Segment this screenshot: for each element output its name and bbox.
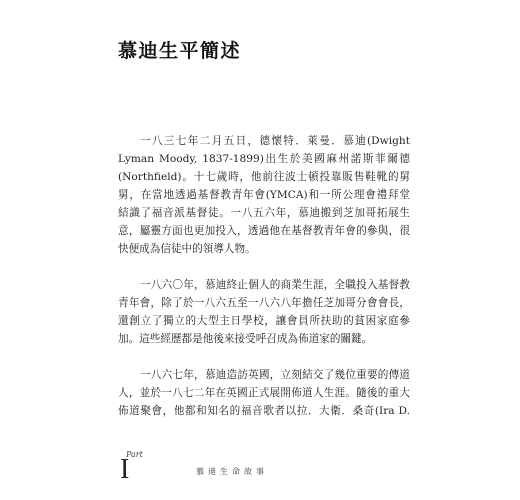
text-line: 加。這些經歷都是他後來接受呼召成為佈道家的關鍵。: [118, 333, 373, 345]
text-line: Lyman Moody, 1837-1899)出生於美國麻州諾斯菲爾德: [118, 153, 410, 165]
text-line: 青年會，除了於一八六五至一八六八年擔任芝加哥分會會長，: [118, 297, 410, 309]
text-line: 一八三七年二月五日，德懷特．萊曼．慕迪(Dwight: [140, 135, 410, 147]
text-line: 結識了福音派基督徒。一八五六年，慕迪搬到芝加哥拓展生: [118, 207, 410, 219]
text-line: 還創立了獨立的大型主日學校，讓會員所扶助的貧困家庭參: [118, 315, 410, 327]
paragraph-1: [118, 132, 410, 258]
part-number: I: [120, 454, 130, 485]
paragraph-3: [118, 366, 410, 420]
text-line: 佈道聚會，他都和知名的福音歌者以拉．大衛．桑奇(Ira D.: [118, 405, 410, 417]
text-line: 一八六七年，慕迪造訪英國，立刻結交了幾位重要的傳道: [140, 369, 410, 381]
text-line: 舅，在當地透過基督教青年會(YMCA)和一所公理會禮拜堂: [118, 189, 410, 201]
body-text: [118, 132, 410, 438]
page-title: 慕迪生平簡述: [118, 40, 242, 62]
text-line: (Northfield)。十七歲時，他前往波士頓投靠販售鞋靴的舅: [118, 171, 410, 183]
paragraph-2: [118, 276, 410, 348]
text-line: 一八六〇年，慕迪終止個人的商業生涯，全職投入基督教: [140, 279, 410, 291]
text-line: 快便成為信徒中的領導人物。: [118, 243, 256, 255]
part-label: Part: [126, 450, 143, 459]
running-title: 慕迪生命故事: [196, 467, 268, 476]
text-line: 人，並於一八七二年在英國正式展開佈道人生涯。隨後的重大: [118, 387, 410, 399]
page-footer: [118, 452, 418, 492]
text-line: 意，屬靈方面也更加投入，透過他在基督教青年會的參與，很: [118, 225, 410, 237]
